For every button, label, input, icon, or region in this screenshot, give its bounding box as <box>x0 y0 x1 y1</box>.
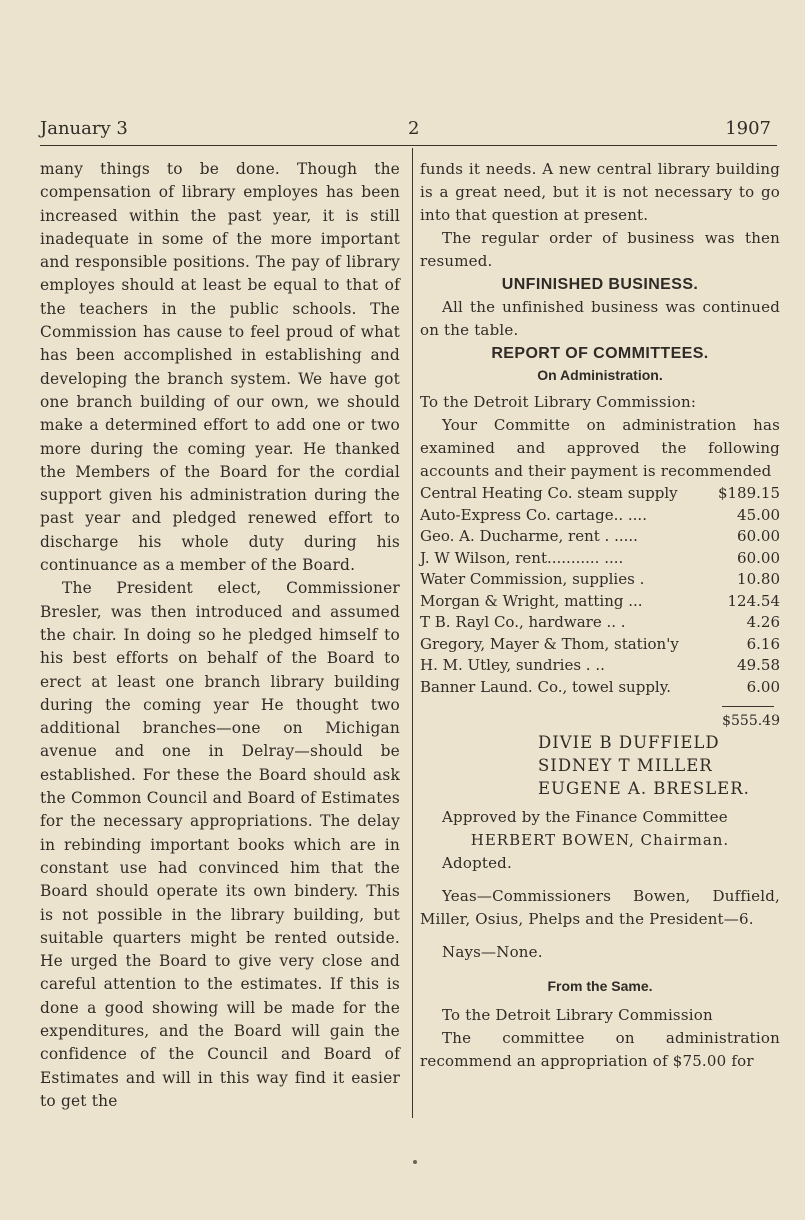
committee-paragraph: Your Committe on administration has examined and approved the following accounts and their payment is recommended <box>420 416 780 480</box>
account-row <box>420 634 780 656</box>
account-name: J. W Wilson, rent........... .... <box>420 548 624 567</box>
unfinished-business-heading: UNFINISHED BUSINESS. <box>501 276 699 293</box>
account-row <box>420 526 780 548</box>
account-row <box>420 677 780 699</box>
signature-block <box>420 731 780 800</box>
account-name: Geo. A. Ducharme, rent . ..... <box>420 527 638 545</box>
unfinished-paragraph: All the unfinished business was continued on the table. <box>420 298 780 339</box>
resumed-paragraph: The regular order of business was then resumed. <box>420 229 780 270</box>
account-amount: $189.15 <box>717 484 780 502</box>
signature: DIVIE B DUFFIELD <box>538 733 720 752</box>
page-mark <box>413 1160 417 1164</box>
right-column <box>420 158 780 1073</box>
account-row <box>420 505 780 527</box>
account-row <box>420 591 780 613</box>
account-amount: 49.58 <box>737 656 780 674</box>
account-amount: 45.00 <box>737 505 780 524</box>
account-name: T B. Rayl Co., hardware .. . <box>420 613 626 631</box>
signature: SIDNEY T MILLER <box>538 756 713 775</box>
approved-by: Approved by the Finance Committee <box>442 808 728 826</box>
account-row <box>420 612 780 634</box>
page-number: 2 <box>408 118 420 139</box>
account-name: Morgan & Wright, matting ... <box>420 591 643 610</box>
header-date: January 3 <box>40 118 128 139</box>
header-year: 1907 <box>725 118 771 139</box>
total-rule <box>722 706 774 707</box>
account-amount: 10.80 <box>737 570 780 588</box>
account-row <box>420 569 780 591</box>
chairman-name: HERBERT BOWEN, Chairman. <box>470 831 730 849</box>
account-amount: 6.16 <box>746 634 780 653</box>
account-name: Central Heating Co. steam supply <box>420 484 678 502</box>
account-name: Banner Laund. Co., towel supply. <box>420 677 671 696</box>
committees-heading: REPORT OF COMMITTEES. <box>491 345 709 362</box>
adopted-line: Adopted. <box>442 854 512 872</box>
salutation: To the Detroit Library Commission: <box>420 393 697 411</box>
yeas-line: Yeas—Commissioners Bowen, Duffield, Miller, Osius, Phelps and the President—6. <box>420 887 780 928</box>
account-row <box>420 483 780 505</box>
page-header <box>40 118 775 144</box>
accounts-total: $555.49 <box>722 713 780 729</box>
intro-paragraph: funds it needs. A new central library building is a great need, but it is not necessary to go into that question at present. <box>420 160 780 224</box>
nays-line: Nays—None. <box>442 943 543 961</box>
column-divider <box>412 148 413 1118</box>
account-name: Water Commission, supplies . <box>420 570 645 588</box>
account-row <box>420 548 780 570</box>
account-amount: 60.00 <box>737 527 780 545</box>
final-paragraph: The committee on administration recommend an appropriation of $75.00 for <box>420 1029 780 1070</box>
header-divider <box>40 145 777 146</box>
account-name: Auto-Express Co. cartage.. .... <box>420 505 647 524</box>
salutation-2: To the Detroit Library Commission <box>442 1006 713 1024</box>
account-name: H. M. Utley, sundries . .. <box>420 656 605 674</box>
administration-heading: On Administration. <box>537 367 663 383</box>
account-row <box>420 655 780 677</box>
left-paragraph-1: many things to be done. Though the compensation of library employes has been increased within the past year, it is still inadequate in some of the more important and responsible positions. The pay of library employes should at least be equal to that of the teachers in the public schools. The Commission has cause to feel proud of what has been accomplished in establishing and developing the branch system. We have got one branch building of our own, we should make a determined effort to add one or two more during the coming year. He thanked the Members of the Board for the cordial support given his administration during the past year and pledged renewed effort to discharge his whole duty during his continuance as a member of the Board. <box>40 160 400 575</box>
account-amount: 124.54 <box>727 591 780 610</box>
left-column <box>40 158 400 1113</box>
account-amount: 4.26 <box>746 613 780 631</box>
account-amount: 6.00 <box>746 677 780 696</box>
account-name: Gregory, Mayer & Thom, station'y <box>420 634 679 653</box>
signature: EUGENE A. BRESLER. <box>538 779 750 798</box>
accounts-list <box>420 483 780 698</box>
left-paragraph-2: The President elect, Commissioner Bresler, was then introduced and assumed the chair. In doing so he pledged himself to his best efforts on behalf of the Board to erect at least one branch library building during the coming year He thought two additional branches—one on Michigan avenue and one in Delray—should be established. For these the Board should ask the Common Council and Board of Estimates for the necessary appropriations. The delay in rebinding important books which are in constant use had convinced him that the Board should operate its own bindery. This is not possible in the library building, but suitable quarters might be rented outside. He urged the Board to give very close and careful attention to the estimates. If this is done a good showing will be made for the expenditures, and the Board will gain the confidence of the Council and Board of Estimates and will in this way find it easier to get the <box>40 579 400 1110</box>
account-amount: 60.00 <box>737 548 780 567</box>
from-the-same-heading: From the Same. <box>547 978 653 994</box>
